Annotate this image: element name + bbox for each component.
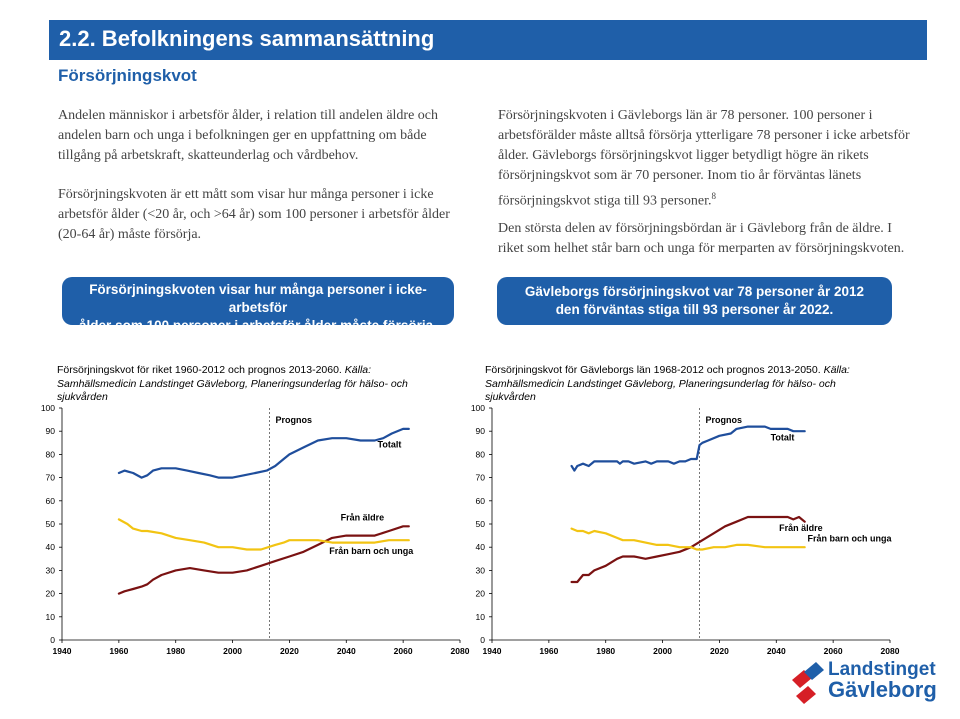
prognosis-label: Prognos xyxy=(275,415,313,426)
y-tick-label: 80 xyxy=(45,449,55,460)
series-label-elderly: Från äldre xyxy=(779,522,823,533)
series-line-total xyxy=(119,429,409,478)
x-tick-label: 2060 xyxy=(393,646,413,656)
x-tick-label: 2080 xyxy=(450,646,470,656)
series-line-elderly xyxy=(119,526,409,593)
left-chart-caption-source-3: sjukvården xyxy=(57,391,108,403)
x-tick-label: 1980 xyxy=(166,646,186,656)
y-tick-label: 0 xyxy=(50,635,55,645)
y-tick-label: 20 xyxy=(475,588,485,599)
section-subtitle: Försörjningskvot xyxy=(58,66,197,85)
x-tick-label: 2020 xyxy=(709,646,729,656)
y-tick-label: 50 xyxy=(45,519,55,529)
x-tick-label: 2040 xyxy=(766,646,786,656)
x-tick-label: 2020 xyxy=(279,646,299,656)
y-tick-label: 100 xyxy=(40,403,55,413)
x-tick-label: 1960 xyxy=(109,646,129,656)
logo-mark-icon xyxy=(790,662,826,710)
series-label-elderly: Från äldre xyxy=(340,512,385,523)
county-dependency-ratio-chart xyxy=(450,355,900,665)
right-chart-caption-source: Källa: xyxy=(823,364,850,376)
right-chart-caption-source-2: Samhällsmedicin Landstinget Gävleborg, Planeringsunderlag för hälso- och xyxy=(485,377,836,390)
y-tick-label: 100 xyxy=(470,403,485,413)
county-callout-line2: den förväntas stiga till 93 personer år 2022. xyxy=(555,302,834,317)
y-tick-label: 30 xyxy=(45,565,55,576)
right-chart-caption-source-3: sjukvården xyxy=(485,391,536,403)
x-tick-label: 2000 xyxy=(223,646,243,656)
left-chart-caption-title: Försörjningskvot för riket 1960-2012 och prognos 2013-2060. xyxy=(57,364,342,376)
burden-paragraph: Den största delen av försörjningsbördan är i Gävleborg från de äldre. I riket som helhet står barn och unga för merparten av försörjningskvoten. xyxy=(498,221,905,256)
series-line-children xyxy=(572,529,805,550)
y-tick-label: 10 xyxy=(475,611,485,622)
x-tick-label: 1940 xyxy=(482,646,502,656)
series-line-elderly xyxy=(572,517,805,582)
series-label-total: Totalt xyxy=(377,439,402,450)
x-tick-label: 1960 xyxy=(539,646,559,656)
y-tick-label: 40 xyxy=(45,542,55,553)
county-callout xyxy=(497,277,892,325)
right-chart-caption-title: Försörjningskvot för Gävleborgs län 1968-2012 och prognos 2013-2050. xyxy=(485,364,821,376)
left-chart-caption-source-2: Samhällsmedicin Landstinget Gävleborg, Planeringsunderlag för hälso- och xyxy=(57,377,408,390)
y-tick-label: 70 xyxy=(475,472,485,483)
x-tick-label: 1940 xyxy=(52,646,72,656)
county-ratio-paragraph xyxy=(498,106,918,212)
footnote-ref: 8 xyxy=(711,191,716,201)
x-tick-label: 1980 xyxy=(596,646,616,656)
x-tick-label: 2000 xyxy=(653,646,673,656)
landstinget-logo xyxy=(790,660,940,712)
intro-paragraph: Andelen människor i arbetsför ålder, i relation till andelen äldre och andelen barn och unga i befolkningen ger en uppfattning om både tillgång på arbetskraft, skatteunderlag och vårdbehov. xyxy=(58,108,439,163)
x-tick-label: 2040 xyxy=(336,646,356,656)
national-dependency-ratio-chart xyxy=(20,355,470,665)
logo-wordmark xyxy=(828,660,937,700)
definition-callout xyxy=(62,277,454,333)
y-tick-label: 90 xyxy=(45,426,55,437)
definition-callout-line1: Försörjningskvoten visar hur många personer i icke-arbetsför xyxy=(89,282,427,315)
section-title: 2.2. Befolkningens sammansättning xyxy=(59,26,435,51)
y-tick-label: 60 xyxy=(475,495,485,506)
x-tick-label: 2080 xyxy=(880,646,900,656)
logo-line1: Landstinget xyxy=(828,659,936,680)
y-tick-label: 0 xyxy=(480,635,485,645)
y-tick-label: 90 xyxy=(475,426,485,437)
logo-line2: Gävleborg xyxy=(828,677,937,702)
definition-callout-line2: ålder som 100 personer i arbetsför ålder måste försörja. xyxy=(79,318,437,333)
county-ratio-text: Försörjningskvoten i Gävleborgs län är 78 personer. 100 personer i arbetsförälder måste alltså försörja ytterligare 78 personer i icke arbetsför ålder. Gävleborgs försörjningskvot ligger betydligt högre än rikets försörjningskvot som är 70 personer. Inom tio år förväntas länets försörjningskvot stiga till 93 personer. xyxy=(498,108,910,209)
prognosis-label: Prognos xyxy=(705,415,743,426)
x-tick-label: 2060 xyxy=(823,646,843,656)
series-label-children: Från barn och unga xyxy=(807,533,892,544)
y-tick-label: 40 xyxy=(475,542,485,553)
county-callout-line1: Gävleborgs försörjningskvot var 78 personer år 2012 xyxy=(524,284,865,299)
y-tick-label: 30 xyxy=(475,565,485,576)
series-line-children xyxy=(119,519,409,549)
series-label-children: Från barn och unga xyxy=(329,546,414,557)
y-tick-label: 20 xyxy=(45,588,55,599)
y-tick-label: 10 xyxy=(45,611,55,622)
definition-paragraph: Försörjningskvoten är ett mått som visar hur många personer i icke arbetsför ålder (<20 år, och >64 år) som 100 personer i arbetsför ålder (20-64 år) måste försörja. xyxy=(58,187,450,242)
y-tick-label: 80 xyxy=(475,449,485,460)
section-title-bar xyxy=(49,20,927,60)
y-tick-label: 70 xyxy=(45,472,55,483)
y-tick-label: 50 xyxy=(475,519,485,529)
y-tick-label: 60 xyxy=(45,495,55,506)
left-chart-caption-source: Källa: xyxy=(344,364,372,376)
series-label-total: Totalt xyxy=(770,432,795,443)
